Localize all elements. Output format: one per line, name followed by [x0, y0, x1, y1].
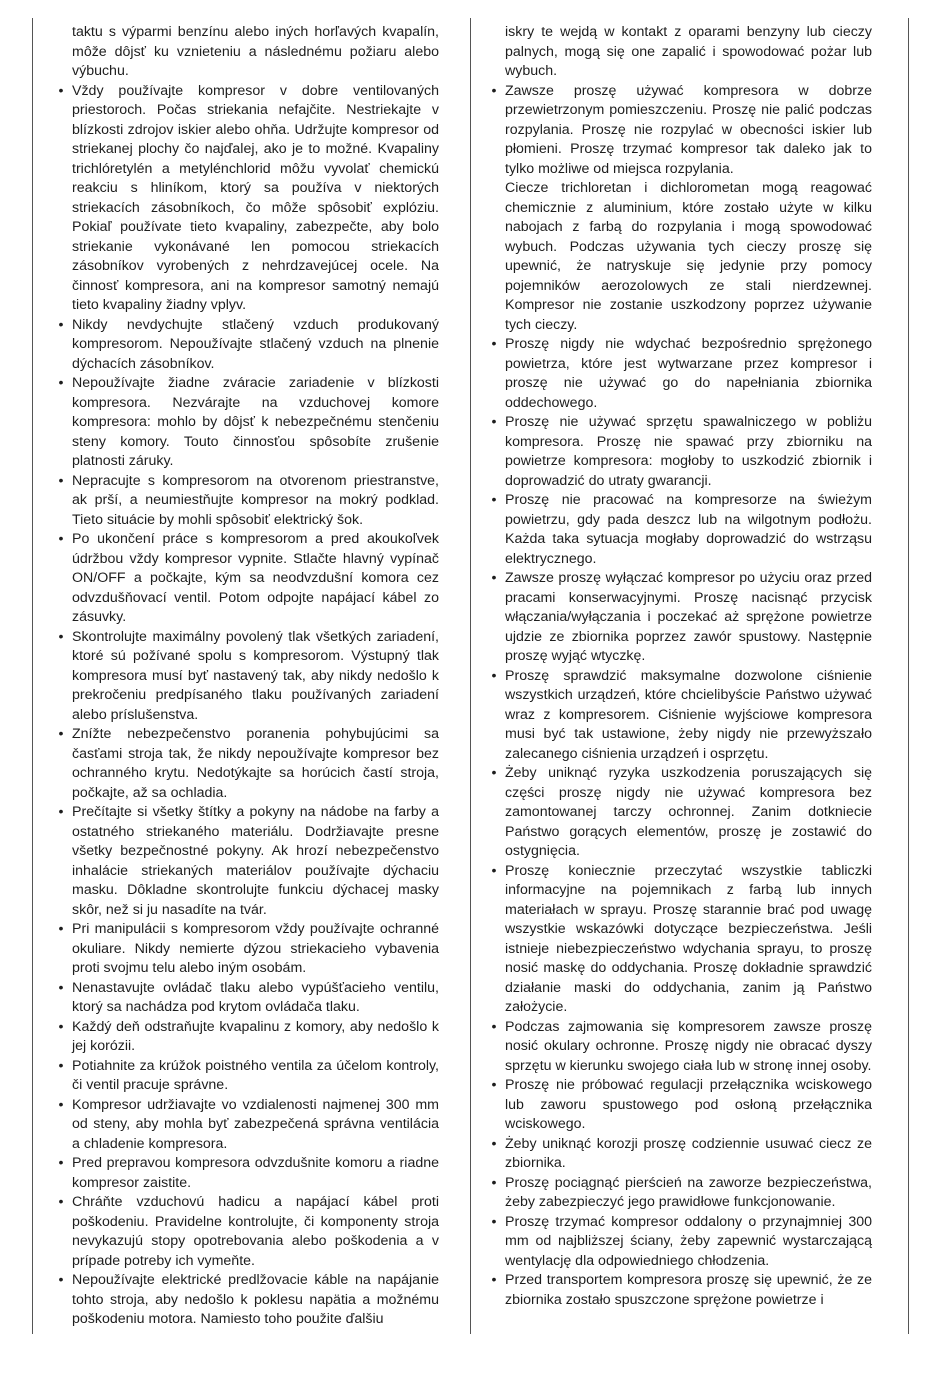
bullet-icon: • [491, 1213, 497, 1230]
list-item [58, 1271, 439, 1330]
list-item [58, 803, 439, 920]
bullet-icon: • [58, 472, 64, 489]
list-item [58, 1154, 439, 1193]
bullet-icon: • [58, 921, 64, 937]
list-item-text: Zawsze proszę wyłączać kompresor po użyciu oraz przed pracami konserwacyjnymi. Proszę nacisnąć przycisk włączania/wyłączania i poczekać aż sprężone powietrze ujdzie ze zbiornika poprzez zawór spustowy. Następnie proszę wyjąć wtyczkę. [505, 570, 872, 664]
list-item-text: Kompresor udržiavajte vo vzdialenosti najmenej 300 mm od steny, aby mohla byť zabezpečená správna ventilácia a chladenie kompresora. [72, 1096, 439, 1152]
bullet-icon: • [58, 628, 64, 645]
left-lead-paragraph: taktu s výparmi benzínu alebo iných horľavých kvapalín, môže dôjsť ku vznieteniu a následnému požiaru alebo výbuchu. [72, 24, 439, 79]
list-item-text: Żeby uniknąć korozji proszę codziennie usuwać ciecz ze zbiornika. [505, 1135, 872, 1171]
list-item [491, 1213, 872, 1272]
list-item-text: Proszę nie pracować na kompresorze na świeżym powietrzu, gdy pada deszcz lub na wilgotnym podłożu. Każda taka sytuacja mogłaby doprowadzić do wstrząsu elektrycznego. [505, 492, 872, 567]
list-item [58, 316, 439, 375]
list-item-text: Nepoužívajte elektrické predlžovacie káble na napájanie tohto stroja, aby nedošlo k poklesu napätia a možnému poškodeniu motora. Namiesto toho použite ďalšiu [72, 1272, 439, 1327]
right-column [491, 23, 872, 1310]
bullet-icon: • [58, 375, 64, 391]
bullet-icon: • [58, 1155, 64, 1171]
list-item-text: Proszę koniecznie przeczytać wszystkie tabliczki informacyjne na pojemnikach z farbą lub innych materiałach w sprayu. Proszę starannie brać pod uwagę wszystkie wskazówki dotyczące bezpieczeństwa. Jeśli istnieje niebezpieczeństwo wdychania sprayu, to proszę nosić maskę do oddychania. Proszę dokładnie sprawdzić działanie maski do oddychania, zanim ją Państwo założycie. [505, 862, 872, 1015]
list-item [58, 628, 439, 726]
left-column [58, 23, 439, 1330]
list-item-text: Pri manipulácii s kompresorom vždy používajte ochranné okuliare. Nikdy nemierte dýzou striekacieho vybavenia proti svojmu telu alebo iným osobám. [72, 921, 439, 976]
bullet-icon: • [58, 1018, 64, 1035]
bullet-icon: • [58, 979, 64, 996]
list-item-text: Proszę pociągnąć pierścień na zaworze bezpieczeństwa, żeby zabezpieczyć jego prawidłowe funkcjonowanie. [505, 1174, 872, 1210]
list-item-text: Pred prepravou kompresora odvzdušnite komoru a riadne kompresor zaistite. [72, 1155, 439, 1191]
list-item [58, 472, 439, 531]
bullet-icon: • [491, 414, 497, 430]
list-item-text: Podczas zajmowania się kompresorem zawsze proszę nosić okulary ochronne. Proszę nigdy nie obracać dyszy sprzętu w kierunku swojego ciała lub w stronę innej osoby. [505, 1018, 872, 1074]
column-divider-right [908, 18, 909, 1334]
bullet-icon: • [58, 804, 64, 820]
list-item [58, 725, 439, 803]
bullet-icon: • [58, 726, 64, 742]
list-item [491, 1018, 872, 1077]
list-item [58, 1096, 439, 1155]
bullet-icon: • [58, 82, 64, 99]
column-divider-left [32, 18, 33, 1334]
list-item-text: Po ukončení práce s kompresorom a pred akoukoľvek údržbou vždy kompresor vypnite. Stlačte hlavný vypínač ON/OFF a počkajte, kým sa neodvzdušní komora cez odvzdušňovací ventil. Potom odpojte napájací kábel zo zásuvky. [72, 531, 439, 625]
list-item-text: Chráňte vzduchovú hadicu a napájací kábel proti poškodeniu. Pravidelne kontrolujte, či komponenty stroja nevykazujú stopy opotrebovania alebo poškodenia a v prípade potreby ich vymeňte. [72, 1194, 439, 1269]
list-item-text: Proszę nie próbować regulacji przełącznika wciskowego lub zaworu spustowego pod osłoną przełącznika wciskowego. [505, 1077, 872, 1132]
list-item [491, 1271, 872, 1310]
list-item-text: Prečítajte si všetky štítky a pokyny na nádobe na farby a ostatného striekaného materiálu. Dodržiavajte presne všetky bezpečnostné pokyny. Ak hrozí nebezpečenstvo inhalácie striekaných materiálov používajte dýchaciu masku. Dôkladne skontrolujte funkciu dýchacej masky skôr, než si ju nasadíte na tvár. [72, 804, 439, 918]
list-item-text: Vždy používajte kompresor v dobre ventilovaných priestoroch. Počas striekania nefajčite. Nestriekajte v blízkosti zdrojov iskier alebo ohňa. Udržujte kompresor od striekanej plochy čo najďalej, ako je to možné. Kvapaliny trichlóretylén a metylénchlorid môžu vyvolať chemickú reakciu s hliníkom, ktorý sa používa v niektorých striekacích zásobníkoch, čo môže spôsobiť explóziu. Pokiaľ používate tieto kvapaliny, zabezpečte, aby bolo striekanie vykonávané len pomocou striekacích zásobníkov vyrobených z nehrdzavejúcej ocele. Na činnosť kompresora, ani na kompresor samotný nemajú tieto kvapaliny žiadny vplyv. [72, 82, 439, 313]
list-item [58, 979, 439, 1018]
left-bullet-list [58, 82, 439, 1330]
bullet-icon: • [58, 531, 64, 547]
bullet-icon: • [58, 1057, 64, 1074]
list-item-text: Nikdy nevdychujte stlačený vzduch produkovaný kompresorom. Nepoužívajte stlačený vzduch na plnenie dýchacích zásobníkov. [72, 316, 439, 372]
list-item-text: Proszę trzymać kompresor oddalony o przynajmniej 300 mm od najbliższej ściany, żeby zapewnić wystarczającą wentylację dla odpowiedniego chłodzenia. [505, 1213, 872, 1269]
bullet-icon: • [491, 1174, 497, 1191]
list-item-text: Každý deň odstraňujte kvapalinu z komory, aby nedošlo k jej korózii. [72, 1018, 439, 1054]
bullet-icon: • [58, 1194, 64, 1210]
list-item [58, 530, 439, 628]
list-item [58, 374, 439, 472]
bullet-icon: • [58, 1272, 64, 1288]
list-item-text: Proszę nie używać sprzętu spawalniczego w pobliżu kompresora. Proszę nie spawać przy zbiorniku na powietrze kompresora: mogłoby to uszkodzić zbiornik i doprowadzić do utraty gwarancji. [505, 414, 872, 489]
list-item-text: Przed transportem kompresora proszę się upewnić, że ze zbiornika zostało spuszczone sprężone powietrze i [505, 1272, 872, 1308]
list-item-text: Żeby uniknąć ryzyka uszkodzenia poruszających się części proszę nigdy nie używać kompresora bez zamontowanej tarczy ochronnej. Zanim dotkniecie Państwo gorących elementów, proszę je zostawić do ostygnięcia. [505, 765, 872, 859]
bullet-icon: • [491, 1135, 497, 1152]
bullet-icon: • [491, 765, 497, 781]
list-item-text: Proszę sprawdzić maksymalne dozwolone ciśnienie wszystkich urządzeń, które chcielibyście Państwo używać wraz z kompresorem. Ciśnienie wyjściowe kompresora musi być tak ustawione, żeby nigdy nie przewyższało zalecanego ciśnienia urządzeń i osprzętu. [505, 667, 872, 762]
list-item [491, 764, 872, 862]
right-bullet-list [491, 82, 872, 1311]
right-lead-paragraph: iskry te wejdą w kontakt z oparami benzyny lub cieczy palnych, mogą się one zapalić i spowodować pożar lub wybuch. [505, 24, 872, 79]
bullet-icon: • [491, 667, 497, 684]
list-item [491, 1135, 872, 1174]
list-item-continuation: Ciecze trichloretan i dichlorometan mogą reagować chemicznie z aluminium, które zostało użyte w kilku nabojach z farbą do rozpylania i mogą spowodować wybuch. Podczas używania tych cieczy proszę się upewnić, że natryskuje się jedynie przy pomocy pojemników aerozolowych ze stali nierdzewnej. Kompresor nie zostanie uszkodzony poprzez używanie tych cieczy. [505, 180, 872, 333]
list-item [491, 335, 872, 413]
list-item-text: Nepracujte s kompresorom na otvorenom priestranstve, ak prší, a neumiestňujte kompresor na mokrý podklad. Tieto situácie by mohli spôsobiť elektrický šok. [72, 472, 439, 528]
bullet-icon: • [491, 1018, 497, 1035]
list-item [491, 1076, 872, 1135]
bullet-icon: • [491, 570, 497, 586]
bullet-icon: • [491, 1077, 497, 1093]
list-item-text: Proszę nigdy nie wdychać bezpośrednio sprężonego powietrza, które jest wytwarzane przez kompresor i proszę nie używać go do napełniania zbiornika oddechowego. [505, 336, 872, 411]
list-item-text: Znížte nebezpečenstvo poranenia pohybujúcimi sa časťami stroja tak, že nikdy nepoužívajte kompresor bez ochranného krytu. Nedotýkajte sa horúcich častí stroja, počkajte, až sa ochladia. [72, 726, 439, 801]
bullet-icon: • [491, 82, 497, 99]
list-item [491, 82, 872, 336]
list-item [491, 862, 872, 1018]
list-item [491, 491, 872, 569]
bullet-icon: • [58, 316, 64, 333]
list-item [491, 1174, 872, 1213]
list-item-text: Skontrolujte maximálny povolený tlak všetkých zariadení, ktoré sú požívané spolu s kompresorom. Výstupný tlak kompresora musí byť nastavený tak, aby nikdy nedošlo k prekročeniu predpísaného tlaku používaných zariadení alebo príslušenstva. [72, 628, 439, 723]
bullet-icon: • [491, 1272, 497, 1288]
column-divider-middle [470, 18, 471, 1334]
bullet-icon: • [491, 862, 497, 879]
list-item-text: Nenastavujte ovládač tlaku alebo vypúšťacieho ventilu, ktorý sa nachádza pod krytom ovládača tlaku. [72, 979, 439, 1015]
list-item [58, 920, 439, 979]
bullet-icon: • [58, 1096, 64, 1113]
list-item [58, 82, 439, 316]
list-item [491, 667, 872, 765]
bullet-icon: • [491, 492, 497, 508]
list-item [58, 1018, 439, 1057]
list-item [58, 1057, 439, 1096]
list-item [491, 569, 872, 667]
list-item-text: Nepoužívajte žiadne zváracie zariadenie v blízkosti kompresora. Nezvárajte na vzduchovej komore kompresora: mohlo by dôjsť k nebezpečnému stenčeniu steny komory. Touto činnosťou spôsobíte zrušenie platnosti záruky. [72, 375, 439, 469]
bullet-icon: • [491, 336, 497, 352]
list-item [58, 1193, 439, 1271]
list-item-text: Zawsze proszę używać kompresora w dobrze przewietrzonym pomieszczeniu. Proszę nie palić podczas rozpylania. Proszę nie rozpylać w obecności iskier lub płomieni. Proszę trzymać kompresor tak daleko jak to tylko możliwe od miejsca rozpylania. [505, 82, 872, 177]
list-item-text: Potiahnite za krúžok poistného ventila za účelom kontroly, či ventil pracuje správne. [72, 1057, 439, 1093]
list-item [491, 413, 872, 491]
